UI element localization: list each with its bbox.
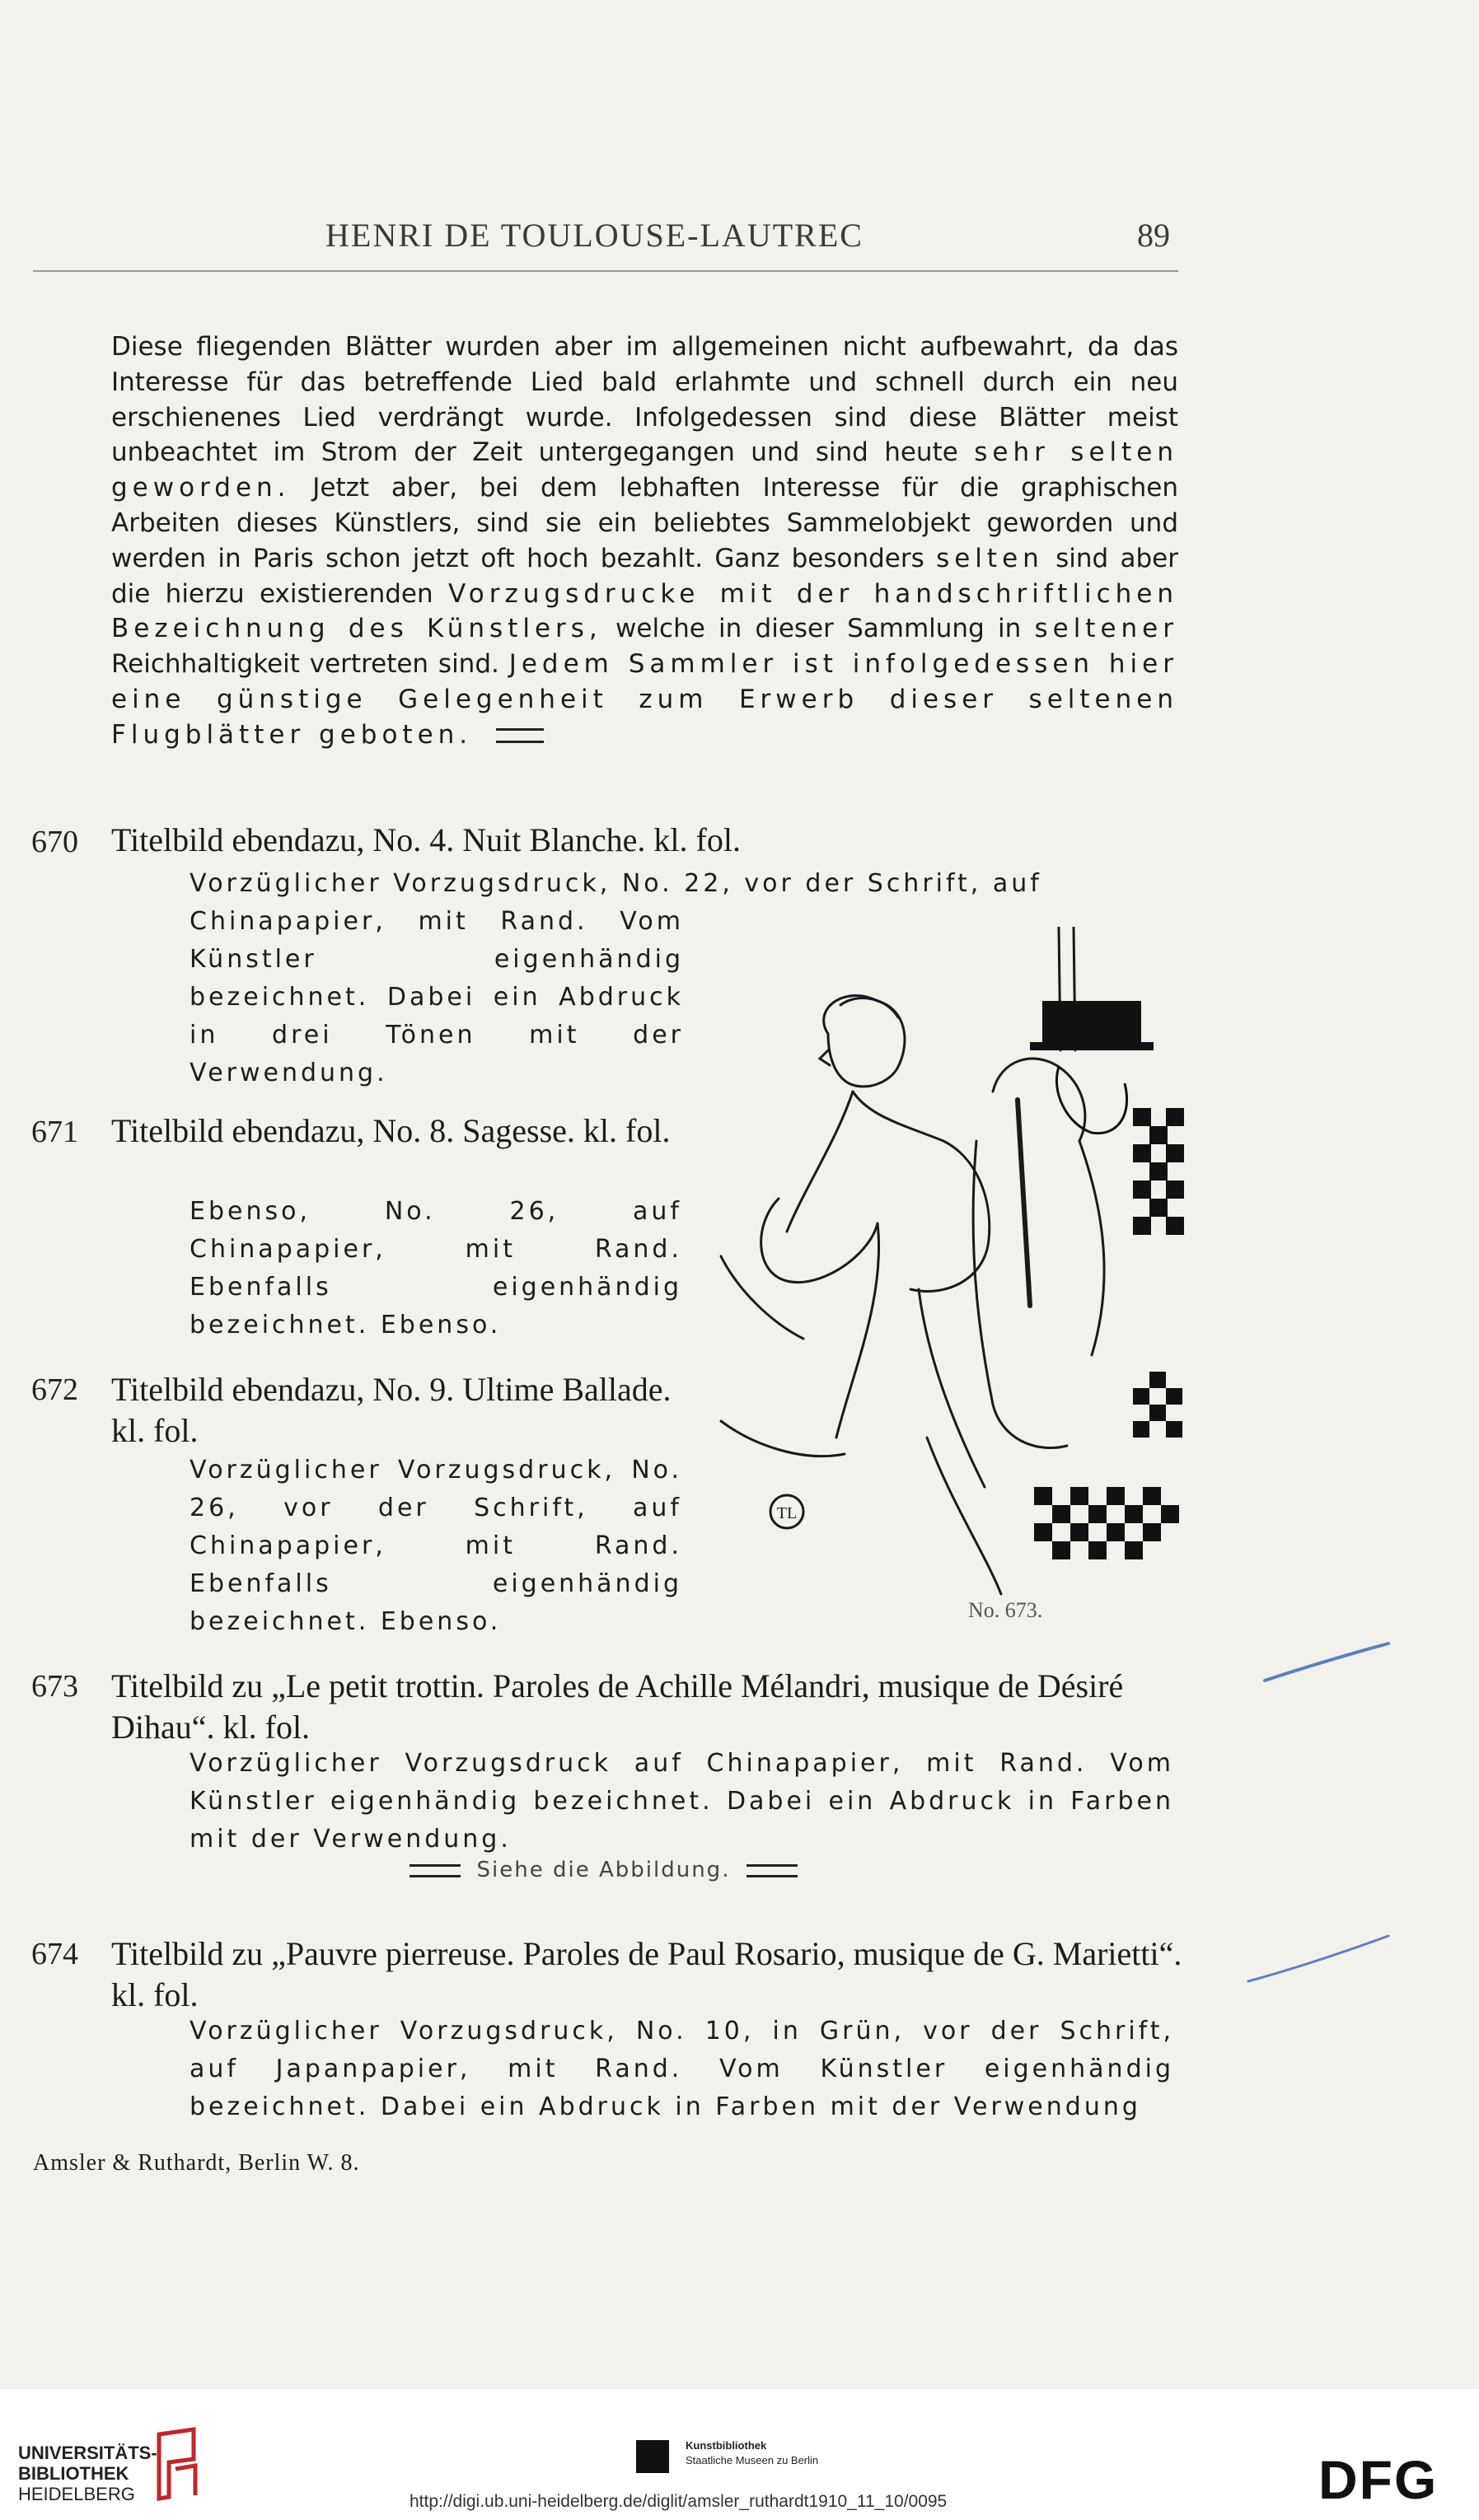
kunstbibliothek-label[interactable] xyxy=(686,2438,818,2468)
intro-emphasis: selten xyxy=(936,543,1044,573)
woman-basket xyxy=(761,1199,878,1283)
man-coat-front xyxy=(1079,1141,1104,1355)
see-illustration-text: Siehe die Abbildung. xyxy=(476,1858,731,1882)
woman-hair xyxy=(840,998,898,1017)
kunstbibliothek-logo-icon xyxy=(636,2440,669,2473)
uni-line: UNIVERSITÄTS- xyxy=(18,2443,157,2463)
entry-description: Chinapapier, mit Rand. Vom Künstler eigenhändig bezeichnet. Dabei ein Abdruck in drei Tönen mit der Verwendung. xyxy=(190,907,684,1087)
entry-description: Ebenso, No. 26, auf Chinapapier, mit Rand. Ebenfalls eigenhändig bezeichnet. Ebenso. xyxy=(190,1197,682,1339)
woman-skirt-line xyxy=(919,1289,985,1487)
entry-title: Titelbild zu „Pauvre pierreuse. Paroles de Paul Rosario, musique de G. Marietti“. kl. fol. xyxy=(111,1935,1182,2013)
intro-text: Reichhaltigkeit vertreten sind. xyxy=(111,649,499,680)
pen-mark xyxy=(1244,1932,1392,1989)
checkered-pattern xyxy=(1034,1108,1184,1559)
permalink-url[interactable]: http://digi.ub.uni-heidelberg.de/diglit/amsler_ruthardt1910_11_10/0095 xyxy=(410,2492,948,2511)
see-illustration-note xyxy=(391,1858,816,1882)
intro-text: sind aber die hierzu existierenden xyxy=(111,543,1178,609)
artist-monogram: TL xyxy=(776,1504,798,1522)
coat-tail xyxy=(927,1438,1001,1594)
kb-name: Kunstbibliothek xyxy=(686,2439,767,2452)
intro-emphasis: sehr selten geworden. xyxy=(111,437,1179,503)
intro-emphasis: Jedem Sammler ist infolgedessen hier eine günstige Gelegenheit zum Erwerb dieser seltenen Flugblätter geboten. xyxy=(111,649,1178,750)
woman-arm xyxy=(787,1092,853,1232)
entry-title: Titelbild ebendazu, No. 9. Ultime Ballade. kl. fol. xyxy=(111,1371,672,1449)
running-head-title: HENRI DE TOULOUSE-LAUTREC xyxy=(325,217,864,254)
entry-description: Vorzüglicher Vorzugsdruck, No. 22, vor der Schrift, auf xyxy=(190,869,1042,898)
intro-emphasis: Vorzugsdrucke mit der handschriftlichen Bezeichnung des Künstlers, xyxy=(111,578,1178,644)
entry-title: Titelbild zu „Le petit trottin. Paroles de Achille Mélandri, musique de Désiré Dihau“. kl. fol. xyxy=(111,1667,1124,1746)
intro-text: welche in dieser Sammlung in xyxy=(615,614,1022,644)
entry-number: 672 xyxy=(31,1372,78,1407)
uni-line: HEIDELBERG xyxy=(18,2484,135,2504)
entry-title: Titelbild ebendazu, No. 8. Sagesse. kl. fol. xyxy=(111,1112,671,1149)
ground-line xyxy=(721,1421,845,1456)
double-rule xyxy=(747,1864,798,1877)
publisher-imprint: Amsler & Ruthardt, Berlin W. 8. xyxy=(33,2150,360,2176)
double-rule xyxy=(410,1864,461,1877)
entry-description: Vorzüglicher Vorzugsdruck, No. 10, in Grün, vor der Schrift, auf Japanpapier, mit Rand. Vom Künstler eigenhändig bezeichnet. Dabei ein Abdruck in Farben mit der Verwendung xyxy=(190,2017,1174,2121)
entry-number: 671 xyxy=(31,1115,78,1149)
section-end-mark xyxy=(496,728,544,743)
woman-back xyxy=(853,1092,990,1292)
top-hat xyxy=(1042,1001,1141,1046)
entry-number: 673 xyxy=(31,1669,78,1704)
entry-description: Vorzüglicher Vorzugsdruck, No. 26, vor der Schrift, auf Chinapapier, mit Rand. Ebenfalls eigenhändig bezeichnet. Ebenso. xyxy=(190,1456,682,1636)
pen-mark xyxy=(1261,1639,1392,1689)
uni-line: BIBLIOTHEK xyxy=(18,2463,129,2484)
page-number: 89 xyxy=(1137,217,1170,254)
man-face xyxy=(1056,1067,1126,1134)
header-rule xyxy=(33,270,1178,272)
kb-subtitle: Staatliche Museen zu Berlin xyxy=(686,2454,819,2466)
entry-number: 674 xyxy=(31,1937,78,1971)
entry-title: Titelbild ebendazu, No. 4. Nuit Blanche. kl. fol. xyxy=(111,821,741,858)
ground-line xyxy=(721,1256,803,1339)
lithograph-illustration xyxy=(704,927,1191,1602)
man-cane xyxy=(1018,1100,1030,1306)
figure-caption: No. 673. xyxy=(968,1598,1043,1622)
dfg-logo[interactable]: DFG xyxy=(1318,2449,1439,2510)
intro-paragraph xyxy=(111,330,1178,753)
man-shoulder xyxy=(993,1059,1085,1141)
entry-description: Vorzüglicher Vorzugsdruck auf Chinapapier, mit Rand. Vom Künstler eigenhändig bezeichnet. Dabei ein Abdruck in Farben mit der Verwendung. xyxy=(190,1749,1174,1854)
entry-number: 670 xyxy=(31,825,78,859)
intro-text: Diese fliegenden Blätter wurden aber im allgemeinen nicht aufbewahrt, da das Interesse für das betreffende Lied bald erlahmte und schnell durch ein neu erschienenes Lied verdrängt wurde. Infolgedessen sind diese Blätter meist unbeachtet im Strom der Zeit untergegangen und sind heute xyxy=(111,332,1178,468)
woman-profile xyxy=(820,1050,830,1065)
intro-emphasis: seltener xyxy=(1034,614,1178,644)
top-hat-brim xyxy=(1030,1042,1154,1050)
man-coat xyxy=(973,1141,1067,1448)
intro-text: Jetzt aber, bei dem lebhaften Interesse für die graphischen Arbeiten dieses Künstlers, sind sie ein beliebtes Sammelobjekt geworden und werden in Paris schon jetzt oft hoch bezahlt. Ganz besonders xyxy=(111,473,1179,573)
university-library-logo[interactable] xyxy=(18,2443,157,2504)
university-emblem-icon xyxy=(152,2426,202,2502)
